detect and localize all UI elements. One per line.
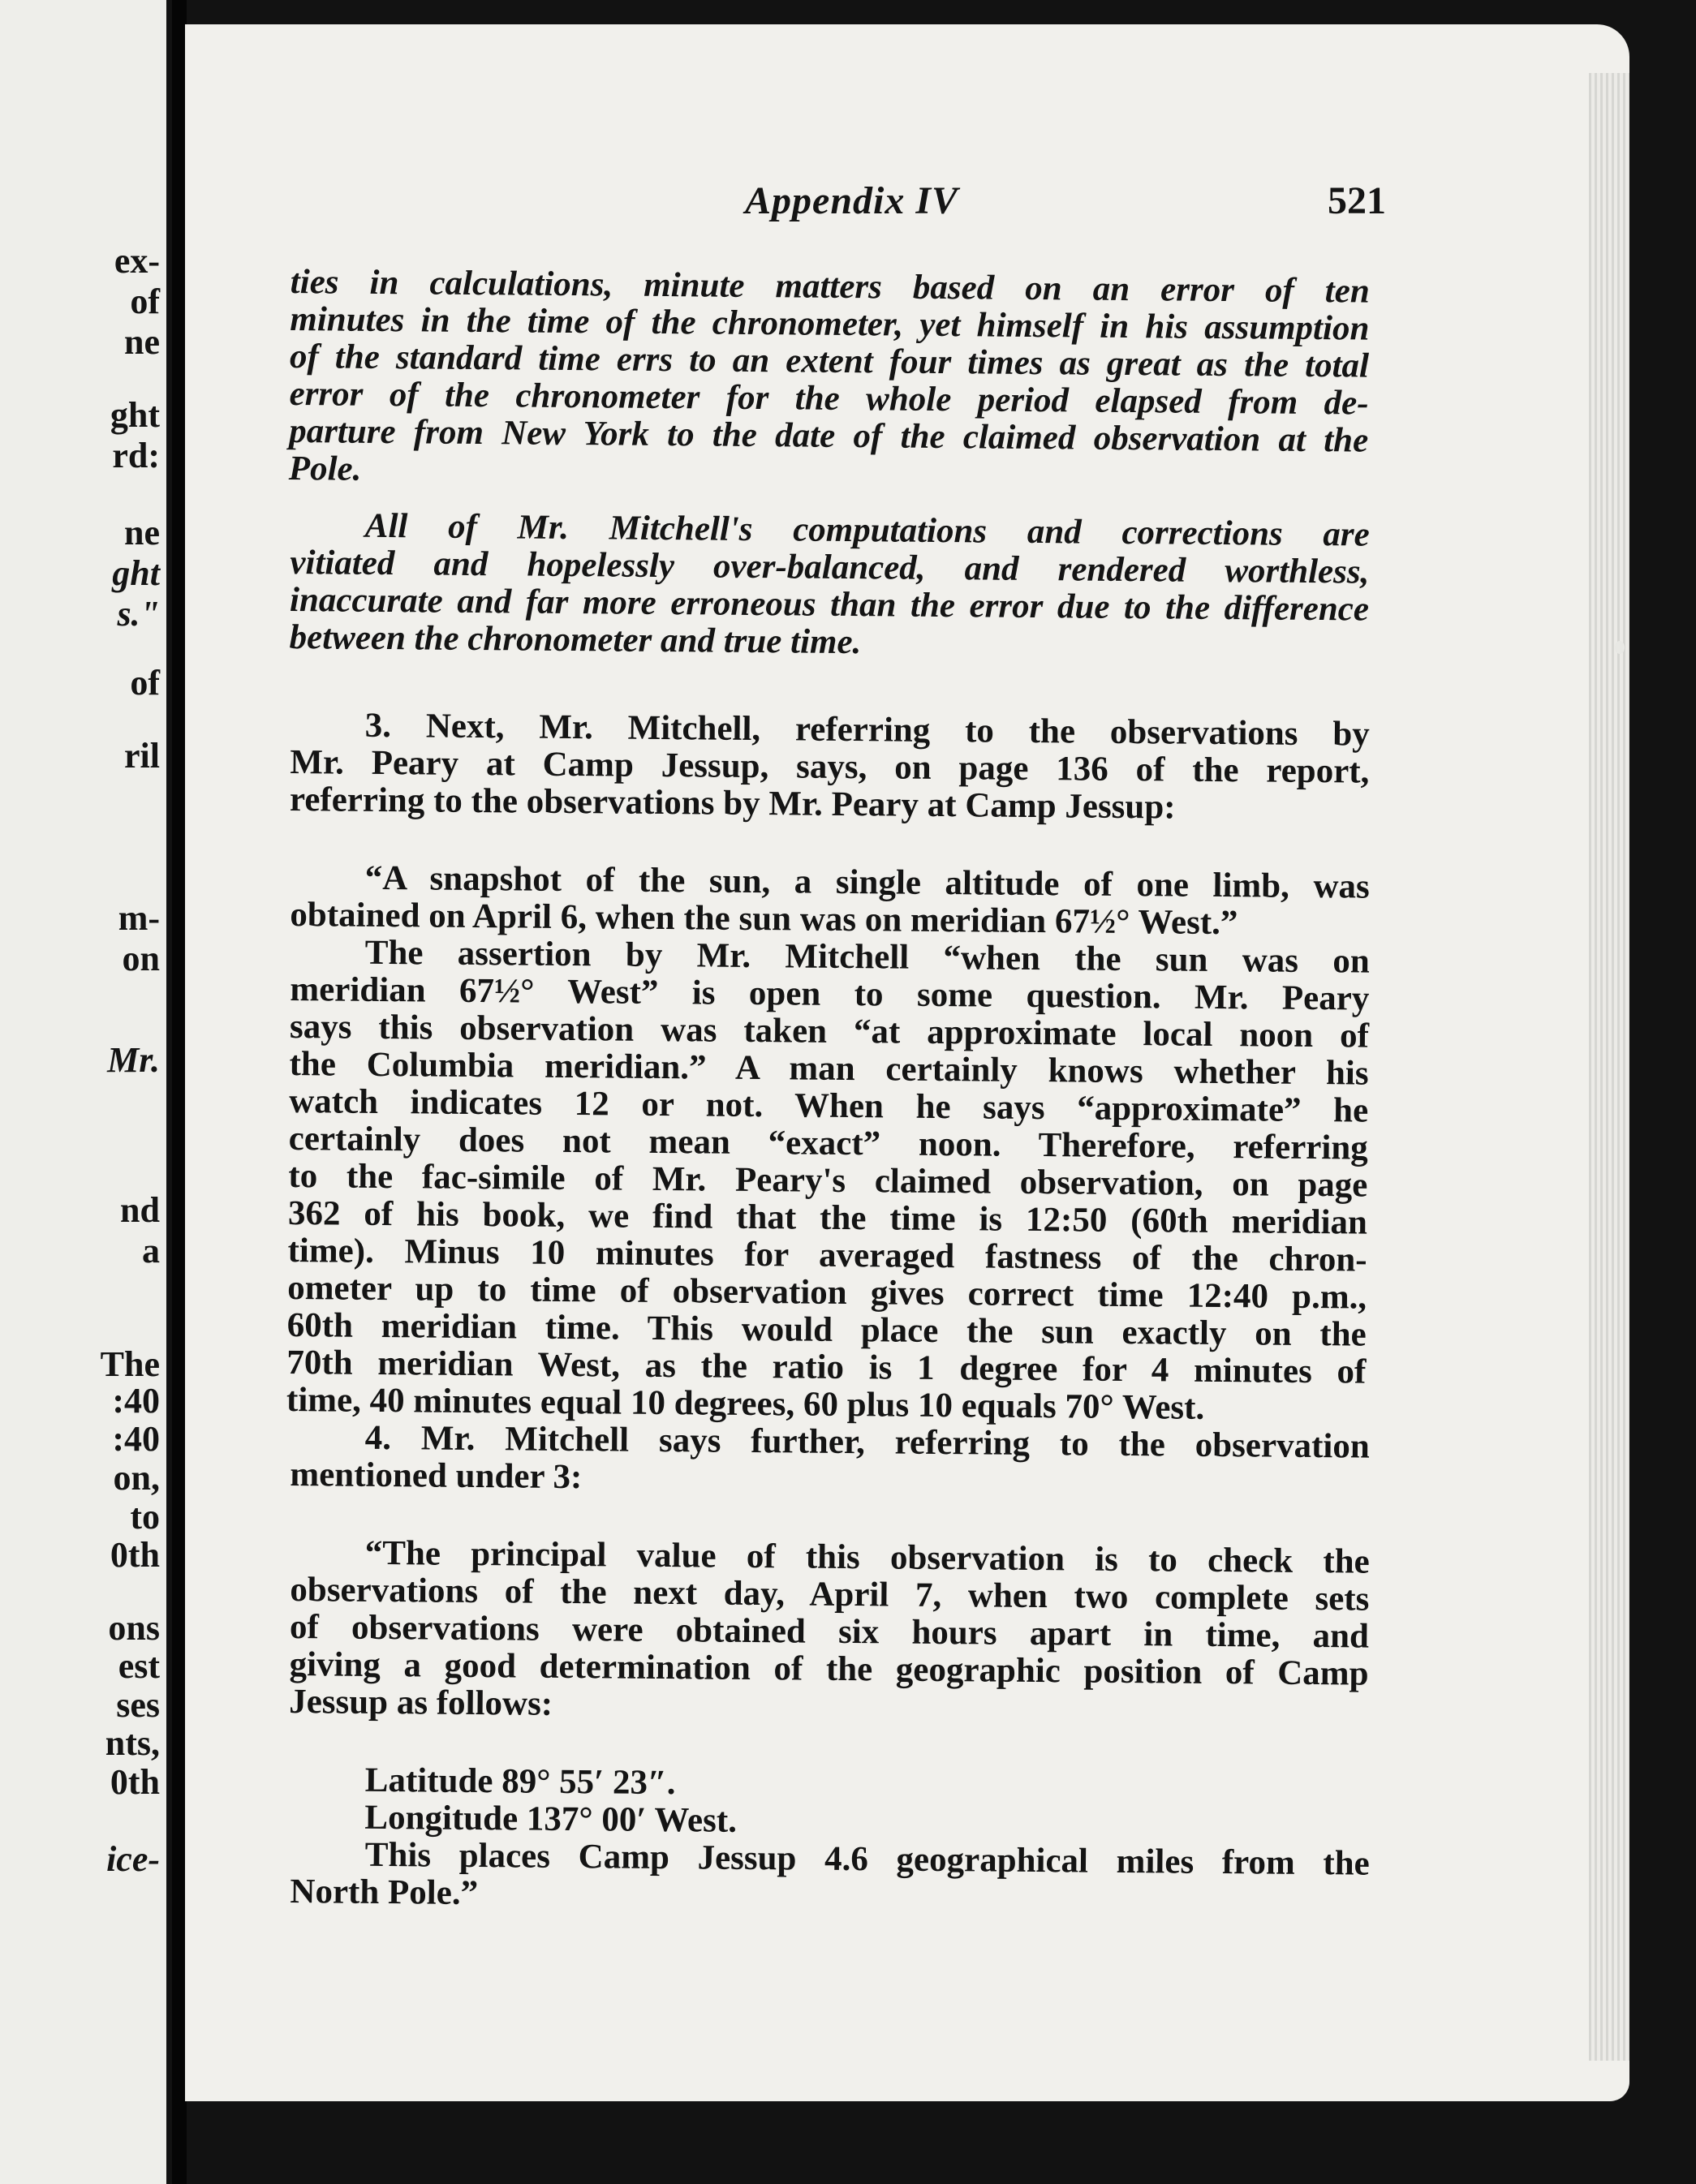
previous-page-text-fragment: The (100, 1344, 160, 1384)
page-speck (1615, 641, 1625, 654)
previous-page-text-fragment: on, (113, 1458, 160, 1498)
previous-page-text-fragment: to (130, 1497, 160, 1537)
previous-page-text-fragment: Mr. (107, 1040, 160, 1080)
text-line: mentioned under 3: (290, 1455, 583, 1497)
previous-page-text-fragment: ons (108, 1608, 160, 1648)
text-line: time, 40 minutes equal 10 degrees, 60 plus 10 equals 70° West. (286, 1380, 1205, 1427)
quote-principal-value (289, 1534, 1370, 1730)
paragraph-item-3 (290, 707, 1370, 828)
text-line: 70th meridian West, as the ratio is 1 degree for 4 minutes of (286, 1343, 1367, 1391)
text-line: North Pole.” (290, 1872, 479, 1913)
previous-page-text-fragment: 0th (110, 1535, 160, 1575)
text-line: minutes in the time of the chronometer, yet himself in his assumption (290, 299, 1370, 348)
text-line: to the fac-simile of Mr. Peary's claimed observation, on page (288, 1156, 1368, 1205)
previous-page-text-fragment: s." (117, 594, 160, 634)
quote-north-pole (290, 1836, 1370, 1920)
previous-page-text-fragment: of (130, 663, 160, 703)
previous-page-text-fragment: ne (124, 513, 160, 552)
text-line: between the chronometer and true time. (289, 617, 862, 662)
text-line: inaccurate and far more erroneous than the error due to the difference (289, 580, 1370, 629)
text-line: obtained on April 6, when the sun was on meridian 67½° West.” (290, 895, 1238, 943)
text-line: Pole. (288, 449, 362, 488)
text-line: parture from New York to the date of the claimed observation at the (288, 411, 1369, 460)
longitude-line: Longitude 137° 00′ West. (364, 1798, 738, 1840)
text-line: error of the chronometer for the whole period elapsed from de- (289, 374, 1369, 423)
text-line: “A snapshot of the sun, a single altitude of one limb, was (364, 858, 1370, 906)
text-line: 3. Next, Mr. Mitchell, referring to the observations by (364, 706, 1370, 754)
text-line: 60th meridian time. This would place the sun exactly on the (286, 1305, 1367, 1354)
running-head (185, 178, 1629, 235)
text-line: watch indicates 12 or not. When he says “approximate” he (288, 1081, 1369, 1130)
previous-page-text-fragment: ex- (114, 241, 160, 281)
previous-page-text-fragment: 0th (110, 1762, 160, 1802)
text-line: This places Camp Jessup 4.6 geographical miles from the (364, 1835, 1370, 1883)
previous-page-text-fragment: ne (124, 322, 160, 362)
text-line: the Columbia meridian.” A man certainly knows whether his (289, 1044, 1369, 1093)
paragraph-item-4 (290, 1419, 1370, 1503)
text-line: ometer up to time of observation gives correct time 12:40 p.m., (286, 1268, 1367, 1317)
running-head-title: Appendix IV (745, 179, 959, 222)
text-line: referring to the observations by Mr. Peary at Camp Jessup: (289, 780, 1176, 827)
book-page (185, 24, 1629, 2101)
latitude-line: Latitude 89° 55′ 23″. (364, 1761, 676, 1803)
text-line: giving a good determination of the geographic position of Camp (289, 1644, 1369, 1693)
paragraph-italic-2 (289, 507, 1370, 666)
text-line: says this observation was taken “at approximate local noon of (289, 1007, 1370, 1055)
page-stack-edge (1589, 73, 1629, 2061)
text-line: 362 of his book, we find that the time is 12:50 (60th meridian (287, 1193, 1368, 1242)
page-body (286, 263, 1370, 1913)
previous-page-text-fragment: est (118, 1646, 160, 1686)
previous-page-text-fragment: nd (120, 1190, 160, 1230)
previous-page-text-fragment: on (122, 939, 160, 978)
text-line: The assertion by Mr. Mitchell “when the sun was on (364, 933, 1370, 981)
paragraph-italic-1 (289, 264, 1370, 497)
text-line: Jessup as follows: (288, 1682, 553, 1723)
text-line: “The principal value of this observation is to check the (364, 1533, 1370, 1581)
text-line: of the standard time errs to an extent four times as great as the total (289, 337, 1370, 385)
previous-page-edge (0, 0, 166, 2184)
previous-page-text-fragment: :40 (112, 1381, 160, 1421)
previous-page-text-fragment: ght (112, 553, 160, 593)
previous-page-text-fragment: m- (118, 898, 160, 938)
quote-snapshot (290, 859, 1370, 944)
text-line: All of Mr. Mitchell's computations and corrections are (364, 506, 1370, 554)
text-line: observations of the next day, April 7, when two complete sets (290, 1570, 1370, 1619)
text-line: Mr. Peary at Camp Jessup, says, on page 136 of the report, (290, 742, 1370, 791)
previous-page-text-fragment: ght (110, 395, 160, 435)
text-line: time). Minus 10 minutes for averaged fastness of the chron- (287, 1231, 1367, 1279)
text-line: certainly does not mean “exact” noon. Therefore, referring (288, 1119, 1368, 1167)
previous-page-text-fragment: a (142, 1231, 160, 1270)
text-line: vitiated and hopelessly over-balanced, and rendered worthless, (290, 543, 1370, 591)
previous-page-text-fragment: rd: (112, 436, 160, 475)
text-line: meridian 67½° West” is open to some question. Mr. Peary (290, 969, 1370, 1018)
previous-page-text-fragment: nts, (105, 1723, 160, 1763)
text-line: 4. Mr. Mitchell says further, referring to the observation (364, 1418, 1370, 1466)
previous-page-text-fragment: ses (116, 1685, 160, 1725)
coordinates (290, 1761, 1370, 1846)
previous-page-text-fragment: of (130, 282, 160, 321)
text-line: of observations were obtained six hours apart in time, and (289, 1607, 1370, 1656)
previous-page-text-fragment: :40 (112, 1419, 160, 1459)
previous-page-text-fragment: ice- (106, 1839, 160, 1879)
paragraph-assertion (286, 934, 1370, 1429)
text-line: ties in calculations, minute matters based on an error of ten (290, 263, 1370, 311)
page-number: 521 (1328, 179, 1386, 222)
previous-page-text-fragment: ril (124, 736, 160, 776)
